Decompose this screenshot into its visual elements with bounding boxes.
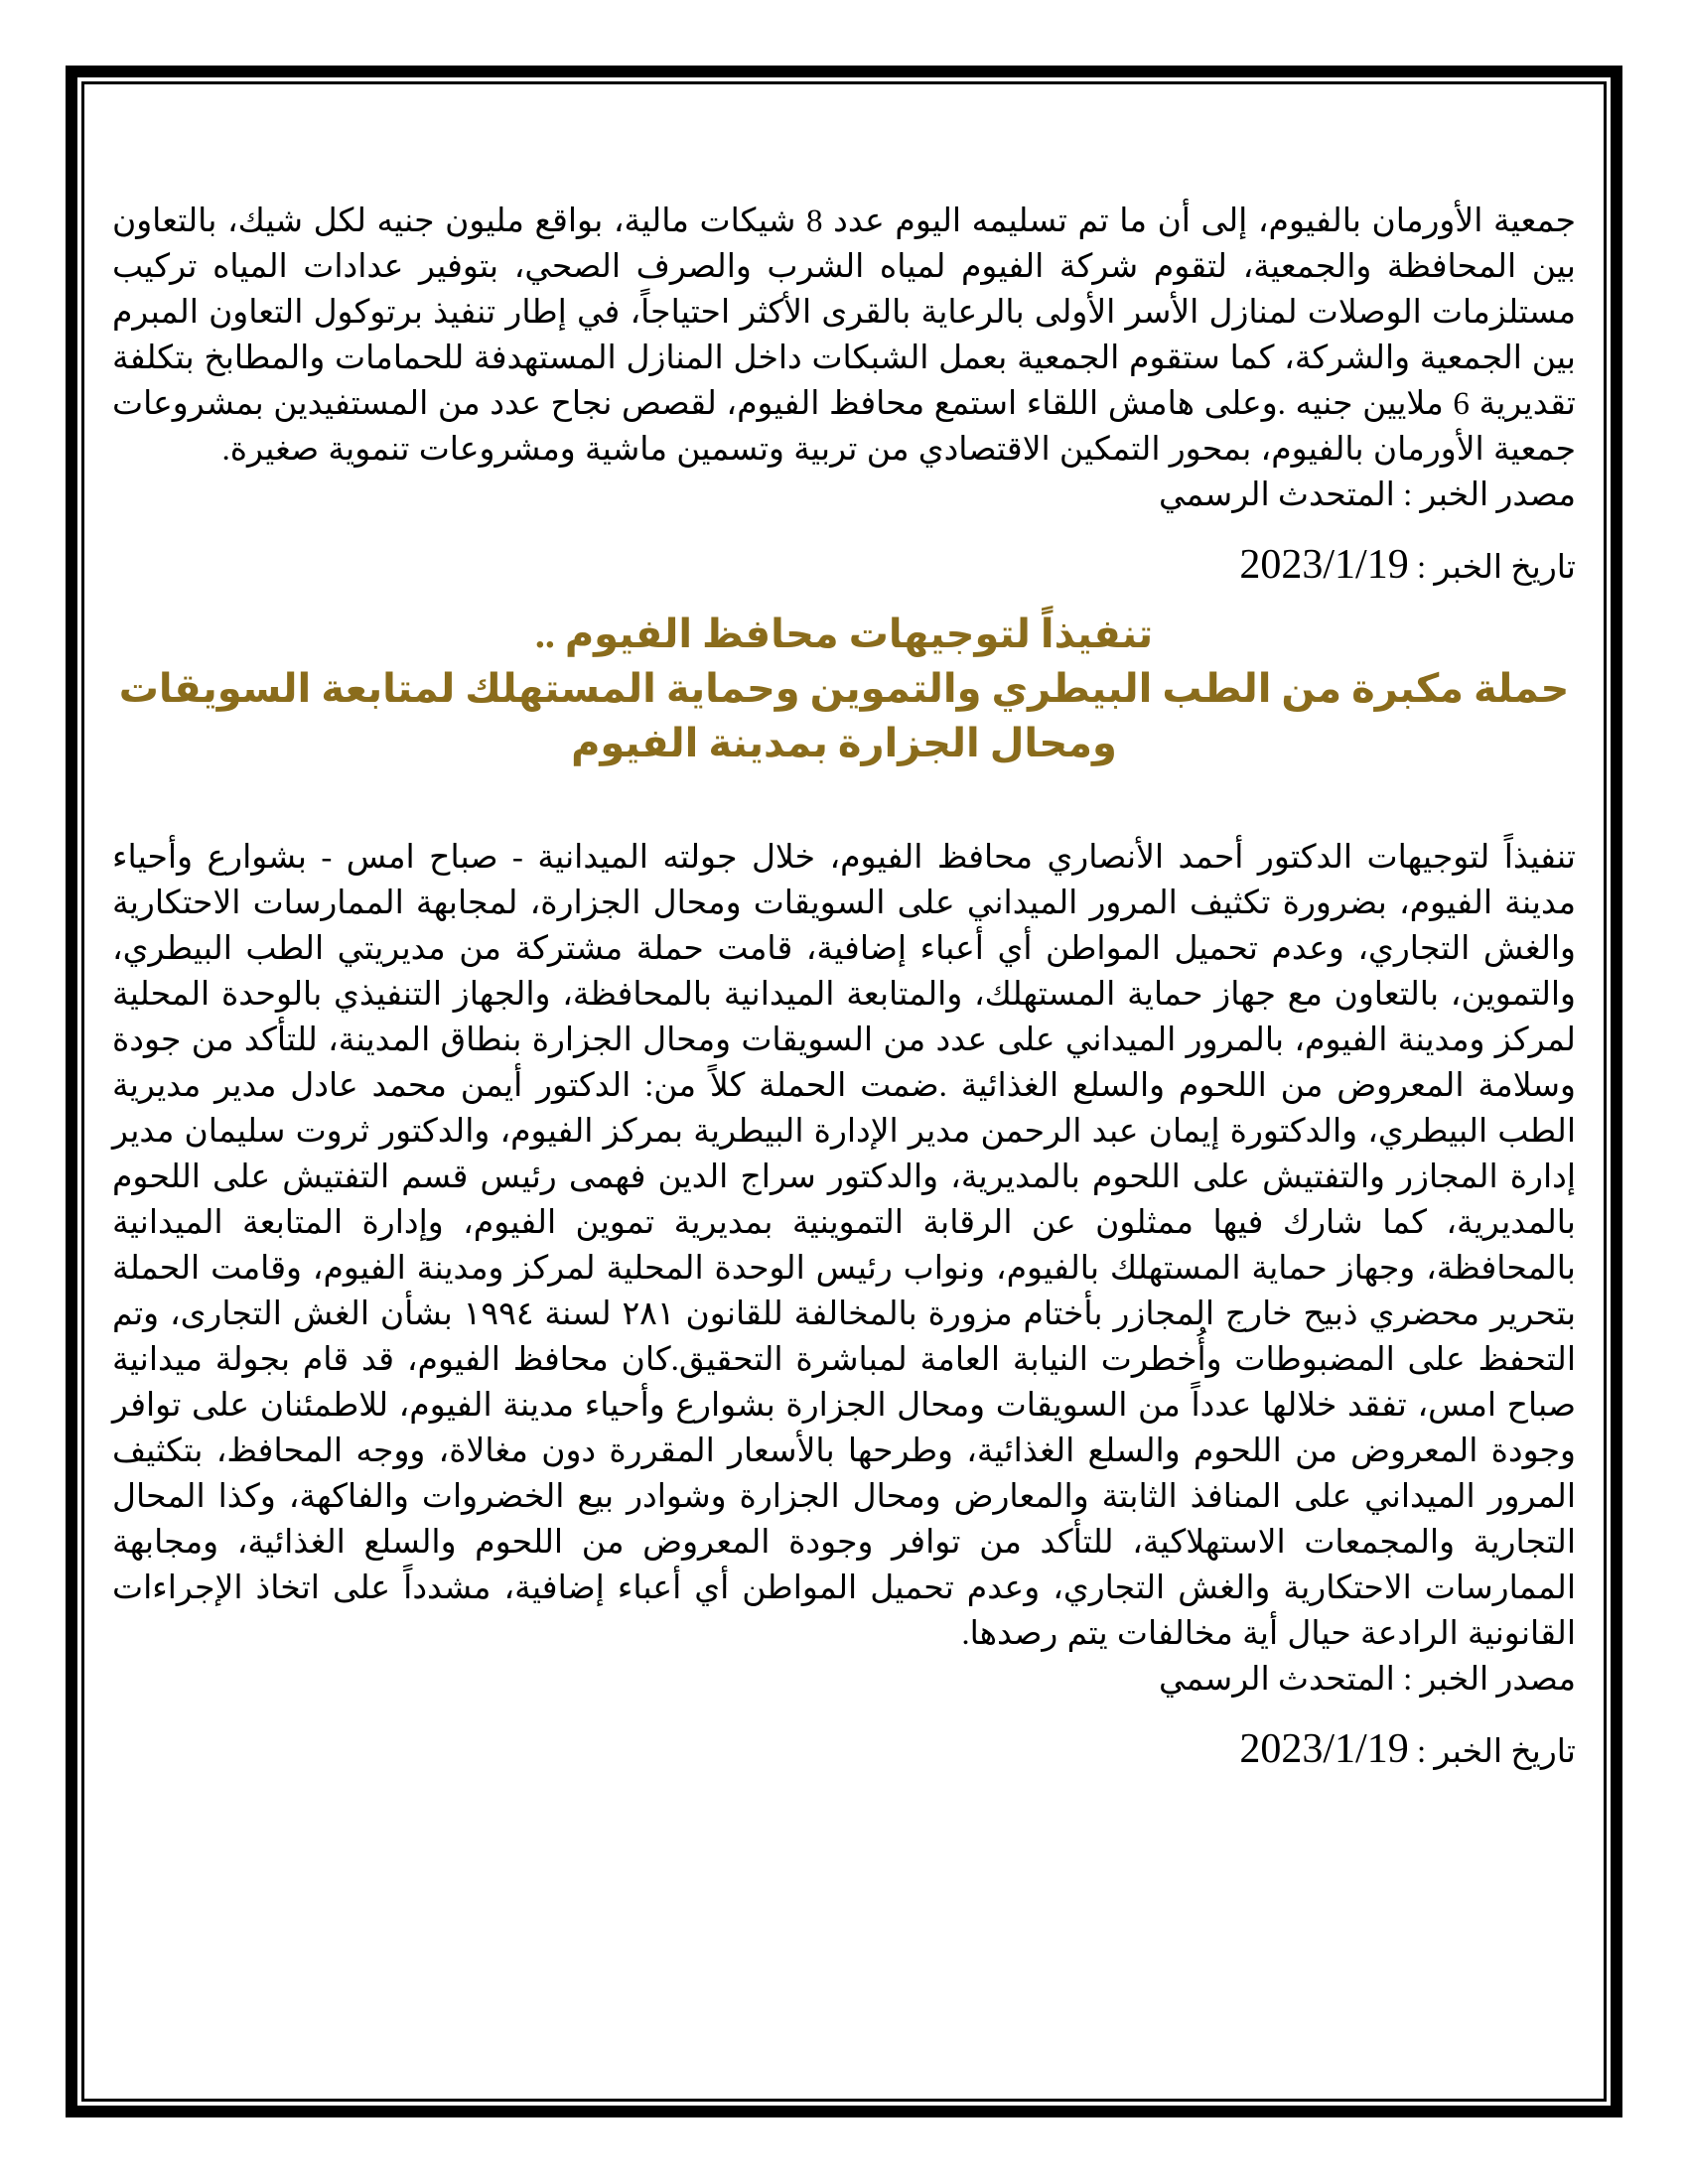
news-date-label-2: تاريخ الخبر : <box>1416 1734 1576 1770</box>
page-content <box>112 199 1576 1775</box>
news-date-label-1: تاريخ الخبر : <box>1416 550 1576 586</box>
headline-line-3: ومحال الجزارة بمدينة الفيوم <box>571 721 1117 765</box>
paragraph-veterinary-campaign: تنفيذاً لتوجيهات الدكتور أحمد الأنصاري محافظ الفيوم، خلال جولته الميدانية - صباح امس - بشوارع وأحياء مدينة الفيوم، بضرورة تكثيف المرور الميداني على السويقات ومحال الجزارة، لمجابهة الممارسات الاحتكارية والغش التجاري، وعدم تحميل المواطن أي أعباء إضافية، قامت حملة مشتركة من مديريتي الطب البيطري، والتموين، بالتعاون مع جهاز حماية المستهلك، والمتابعة الميدانية بالمحافظة، والجهاز التنفيذي بالوحدة المحلية لمركز ومدينة الفيوم، بالمرور الميداني على عدد من السويقات ومحال الجزارة بنطاق المدينة، للتأكد من جودة وسلامة المعروض من اللحوم والسلع الغذائية .ضمت الحملة كلاً من: الدكتور أيمن محمد عادل مدير مديرية الطب البيطري، والدكتورة إيمان عبد الرحمن مدير الإدارة البيطرية بمركز الفيوم، والدكتور ثروت سليمان مدير إدارة المجازر والتفتيش على اللحوم بالمديرية، والدكتور سراج الدين فهمى رئيس قسم التفتيش على اللحوم بالمديرية، كما شارك فيها ممثلون عن الرقابة التموينية بمديرية تموين الفيوم، وإدارة المتابعة الميدانية بالمحافظة، وجهاز حماية المستهلك بالفيوم، ونواب رئيس الوحدة المحلية لمركز ومدينة الفيوم، وقامت الحملة بتحرير محضري ذبيح خارج المجازر بأختام مزورة بالمخالفة للقانون ٢٨١ لسنة ١٩٩٤ بشأن الغش التجارى، وتم التحفظ على المضبوطات وأُخطرت النيابة العامة لمباشرة التحقيق.كان محافظ الفيوم، قد قام بجولة ميدانية صباح امس، تفقد خلالها عدداً من السويقات ومحال الجزارة بشوارع وأحياء مدينة الفيوم، للاطمئنان على توافر وجودة المعروض من اللحوم والسلع الغذائية، وطرحها بالأسعار المقررة دون مغالاة، ووجه المحافظ، بتكثيف المرور الميداني على المنافذ الثابتة والمعارض ومحال الجزارة وشوادر بيع الخضروات والفاكهة، وكذا المحال التجارية والمجمعات الاستهلاكية، للتأكد من توافر وجودة المعروض من اللحوم والسلع الغذائية، ومجابهة الممارسات الاحتكارية والغش التجاري، وعدم تحميل المواطن أي أعباء إضافية، مشدداً على اتخاذ الإجراءات القانونية الرادعة حيال أية مخالفات يتم رصدها. <box>112 840 1576 1652</box>
headline-line-2: حملة مكبرة من الطب البيطري والتموين وحماية المستهلك لمتابعة السويقات <box>118 666 1570 711</box>
paragraph-orman-association: جمعية الأورمان بالفيوم، إلى أن ما تم تسليمه اليوم عدد 8 شيكات مالية، بواقع مليون جنيه لكل شيك، بالتعاون بين المحافظة والجمعية، لتقوم شركة الفيوم لمياه الشرب والصرف الصحي، بتوفير عدادات المياه تركيب مستلزمات الوصلات لمنازل الأسر الأولى بالرعاية بالقرى الأكثر احتياجاً، في إطار تنفيذ برتوكول التعاون المبرم بين الجمعية والشركة، كما ستقوم الجمعية بعمل الشبكات داخل المنازل المستهدفة للحمامات والمطابخ بتكلفة تقديرية 6 ملايين جنيه .وعلى هامش اللقاء استمع محافظ الفيوم، لقصص نجاح عدد من المستفيدين بمشروعات جمعية الأورمان بالفيوم، بمحور التمكين الاقتصادي من تربية وتسمين ماشية ومشروعات تنموية صغيرة. <box>112 204 1576 468</box>
headline <box>112 607 1576 770</box>
headline-line-1: تنفيذاً لتوجيهات محافظ الفيوم .. <box>534 612 1154 656</box>
news-date-line-1 <box>112 542 1576 591</box>
news-date-line-2 <box>112 1726 1576 1775</box>
news-date-value-1: 2023/1/19 <box>1239 542 1409 588</box>
news-source-line-2: مصدر الخبر : المتحدث الرسمي <box>1158 1662 1576 1698</box>
news-date-value-2: 2023/1/19 <box>1239 1726 1409 1772</box>
news-source-line-1: مصدر الخبر : المتحدث الرسمي <box>1158 478 1576 513</box>
